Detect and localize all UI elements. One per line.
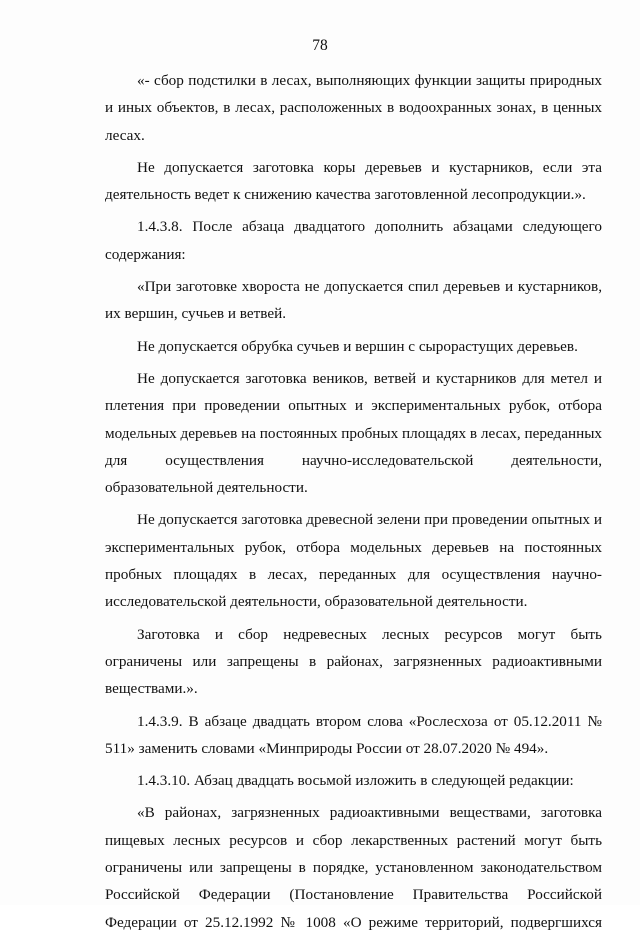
paragraph-litter-collection: «- сбор подстилки в лесах, выполняющих функции защиты природных и иных объектов, в лесах, расположенных в водоохранных зонах, в ценных лесах. bbox=[105, 72, 602, 144]
paragraph-item-1-4-3-8: 1.4.3.8. После абзаца двадцатого дополнить абзацами следующего содержания: bbox=[105, 218, 602, 263]
paragraph-bark-harvesting: Не допускается заготовка коры деревьев и кустарников, если эта деятельность ведет к снижению качества заготовленной лесопродукции.». bbox=[105, 158, 602, 204]
page-number: 78 bbox=[312, 37, 328, 54]
paragraph-broom-harvesting: Не допускается заготовка веников, ветвей и кустарников для метел и плетения при проведении опытных и экспериментальных рубок, отбора модельных деревьев на постоянных пробных площадях в лесах, переданных для осуществления научно-исследовательской деятельности, образовательной деятельности. bbox=[105, 369, 602, 497]
paragraph-radioactive-areas: «В районах, загрязненных радиоактивными веществами, заготовка пищевых лесных ресурсов и сбор лекарственных растений могут быть ограничены или запрещены в порядке, установленном законодательством Российской Федерации (Постановление Правительства Российской Федерации от 25.12.1992 № 1008 «О режиме территорий, подвергшихся bbox=[105, 804, 602, 931]
paragraph-non-timber-resources: Заготовка и сбор недревесных лесных ресурсов могут быть ограничены или запрещены в районах, загрязненных радиоактивными веществами.». bbox=[105, 625, 602, 698]
paragraph-item-1-4-3-10: 1.4.3.10. Абзац двадцать восьмой изложить в следующей редакции: bbox=[137, 772, 574, 790]
paragraph-branch-cutting: Не допускается обрубка сучьев и вершин с сырорастущих деревьев. bbox=[137, 337, 578, 355]
paragraph-item-1-4-3-9: 1.4.3.9. В абзаце двадцать втором слова «Рослесхоза от 05.12.2011 № 511» заменить словами «Минприроды России от 28.07.2020 № 494». bbox=[105, 712, 602, 757]
paragraph-brushwood-harvesting: «При заготовке хвороста не допускается спил деревьев и кустарников, их вершин, сучьев и ветвей. bbox=[105, 278, 602, 323]
paragraph-greenery-harvesting: Не допускается заготовка древесной зелени при проведении опытных и экспериментальных рубок, отбора модельных деревьев на постоянных пробных площадях в лесах, переданных для осуществления научно-исследовательской деятельности, образовательной деятельности. bbox=[105, 511, 602, 611]
document-body bbox=[105, 67, 602, 936]
